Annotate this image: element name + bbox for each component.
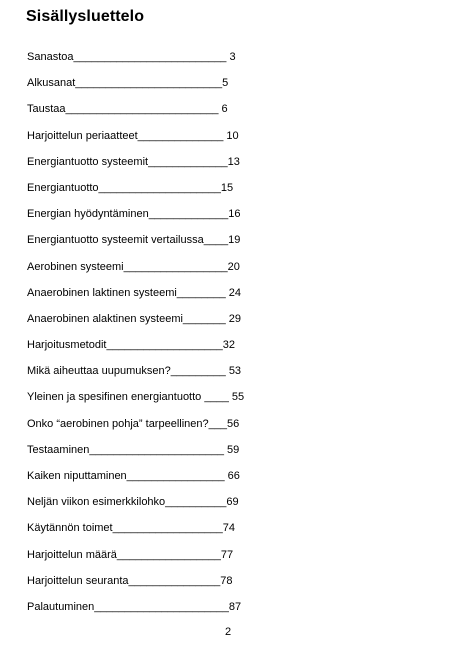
toc-entry: Onko “aerobinen pohja” tarpeellinen?___56 [27, 417, 240, 430]
toc-entry: Anaerobinen laktinen systeemi________ 24 [27, 286, 242, 299]
toc-entry: Harjoitusmetodit___________________32 [27, 339, 235, 352]
toc-entry: Energiantuotto systeemit_____________13 [27, 155, 240, 168]
toc-entry: Anaerobinen alaktinen systeemi_______ 29 [27, 312, 242, 325]
toc-entry: Kaiken niputtaminen________________ 66 [27, 470, 240, 482]
toc-entry: Taustaa_________________________ 6 [27, 103, 228, 116]
toc-entry: Harjoittelun määrä_________________77 [27, 548, 234, 561]
toc-entry: Testaaminen______________________ 59 [27, 443, 240, 456]
table-of-contents [27, 50, 247, 626]
toc-entry: Palautuminen______________________87 [27, 600, 242, 613]
toc-entry: Energiantuotto systeemit vertailussa____19 [27, 234, 241, 247]
toc-entry: Energian hyödyntäminen_____________16 [27, 208, 241, 221]
toc-entry: Mikä aiheuttaa uupumuksen?_________ 53 [27, 365, 242, 378]
toc-entry: Alkusanat________________________5 [27, 77, 229, 90]
toc-entry: Käytännön toimet__________________74 [27, 522, 235, 535]
toc-entry: Aerobinen systeemi_________________20 [27, 260, 240, 273]
toc-entry: Harjoittelun seuranta_______________78 [27, 574, 233, 587]
document-title: Sisällysluettelo [26, 8, 145, 25]
toc-entry: Energiantuotto____________________15 [27, 181, 234, 194]
toc-entry: Sanastoa_________________________ 3 [27, 51, 236, 63]
toc-entry: Yleinen ja spesifinen energiantuotto ____ 55 [27, 391, 245, 404]
toc-entry: Harjoittelun periaatteet______________ 10 [27, 129, 239, 142]
toc-entry: Neljän viikon esimerkkilohko__________69 [27, 496, 239, 509]
page-number: 2 [224, 626, 232, 638]
